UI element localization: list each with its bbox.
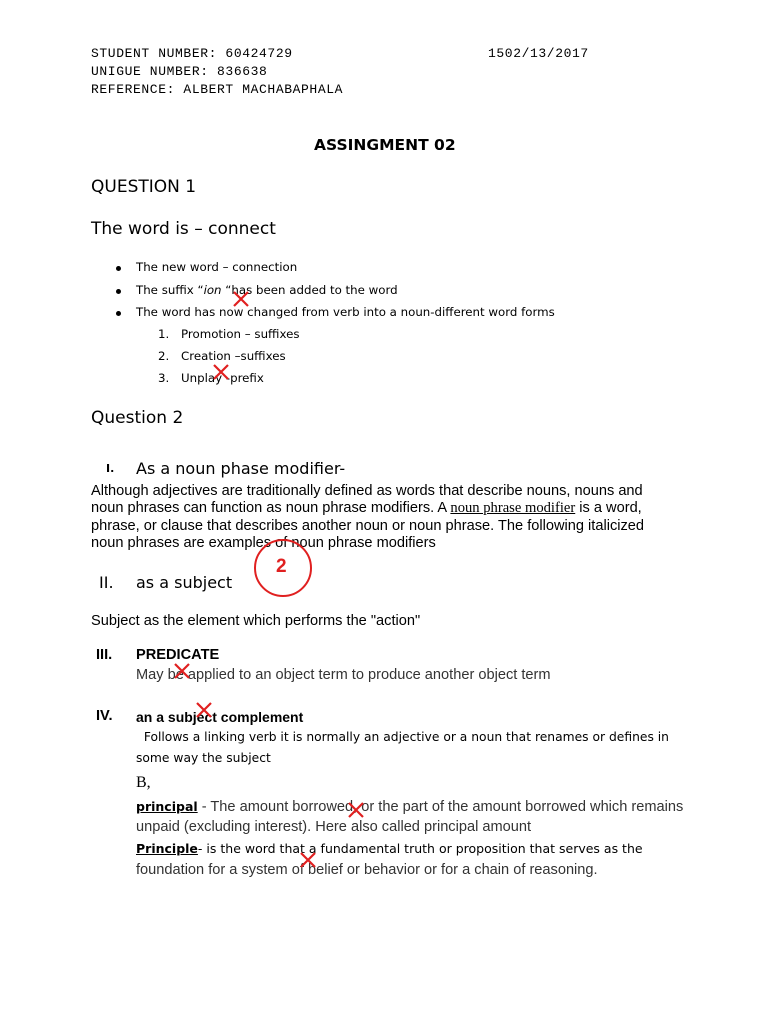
question-1-heading: QUESTION 1 — [91, 177, 197, 197]
principal-line-2: unpaid (excluding interest). Here also called principal amount — [136, 819, 532, 835]
section-iv-heading: an a subject complement — [136, 709, 304, 725]
section-ii-heading: as a subject — [136, 573, 233, 592]
red-cross-icon — [195, 701, 213, 719]
section-iv-number: IV. — [96, 708, 113, 724]
word-line: The word is – connect — [91, 219, 276, 239]
section-i-heading: As a noun phase modifier- — [136, 459, 346, 478]
red-cross-icon — [299, 851, 317, 869]
question-2-heading: Question 2 — [91, 408, 184, 428]
document-title: ASSINGMENT 02 — [314, 136, 456, 154]
red-cross-icon — [347, 801, 365, 819]
numbered-item-3: Unplay -prefix — [181, 371, 264, 385]
numbered-item-1: Promotion – suffixes — [181, 327, 300, 341]
header-date: 1502/13/2017 — [488, 46, 589, 61]
student-number: STUDENT NUMBER: 60424729 — [91, 46, 293, 61]
para-line-3: phrase, or clause that describes another noun or noun phrase. The following italicized — [91, 518, 645, 534]
principal-line-1: principal - The amount borrowed, or the part of the amount borrowed which remains — [136, 799, 684, 815]
numbered-num-3: 3. — [158, 371, 170, 385]
section-i-number: I. — [106, 462, 115, 475]
bullet-icon — [116, 311, 121, 316]
section-iii-text: May be applied to an object term to produce another object term — [136, 667, 551, 683]
para-line-1: Although adjectives are traditionally defined as words that describe nouns, nouns and — [91, 483, 643, 499]
unique-number: UNIGUE NUMBER: 836638 — [91, 64, 268, 79]
numbered-item-2: Creation –suffixes — [181, 349, 286, 363]
para-line-4: noun phrases are examples of noun phrase modifiers — [91, 535, 436, 551]
red-cross-icon — [232, 290, 250, 308]
bullet-item-3: The word has now changed from verb into a noun-different word forms — [136, 305, 555, 319]
bullet-item-1: The new word – connection — [136, 260, 298, 274]
red-cross-icon — [212, 363, 230, 381]
section-iii-heading: PREDICATE — [136, 647, 220, 663]
principle-line-2: foundation for a system of belief or behavior or for a chain of reasoning. — [136, 862, 598, 878]
numbered-num-1: 1. — [158, 327, 170, 341]
section-ii-number: II. — [99, 573, 114, 592]
reference: REFERENCE: ALBERT MACHABAPHALA — [91, 82, 344, 97]
principle-term: Principle — [136, 841, 198, 856]
section-iv-text-2: some way the subject — [136, 751, 271, 765]
section-iii-number: III. — [96, 647, 113, 663]
noun-phrase-modifier-link[interactable]: noun phrase modifier — [450, 500, 576, 516]
numbered-num-2: 2. — [158, 349, 170, 363]
principal-term: principal — [136, 799, 198, 814]
part-b-label: B, — [136, 774, 151, 791]
bullet-item-2: The suffix “ion “has been added to the word — [136, 283, 398, 297]
section-iv-text-1: Follows a linking verb it is normally an adjective or a noun that renames or defines in — [136, 730, 669, 744]
red-cross-icon — [173, 662, 191, 680]
bullet-icon — [116, 289, 121, 294]
bullet-icon — [116, 266, 121, 271]
section-ii-text: Subject as the element which performs the "action" — [91, 613, 421, 629]
para-line-2: noun phrases can function as noun phrase modifiers. A noun phrase modifier is a word, — [91, 500, 642, 516]
principle-line-1: Principle- is the word that a fundamental truth or proposition that serves as the — [136, 841, 643, 856]
score-value: 2 — [276, 556, 287, 577]
